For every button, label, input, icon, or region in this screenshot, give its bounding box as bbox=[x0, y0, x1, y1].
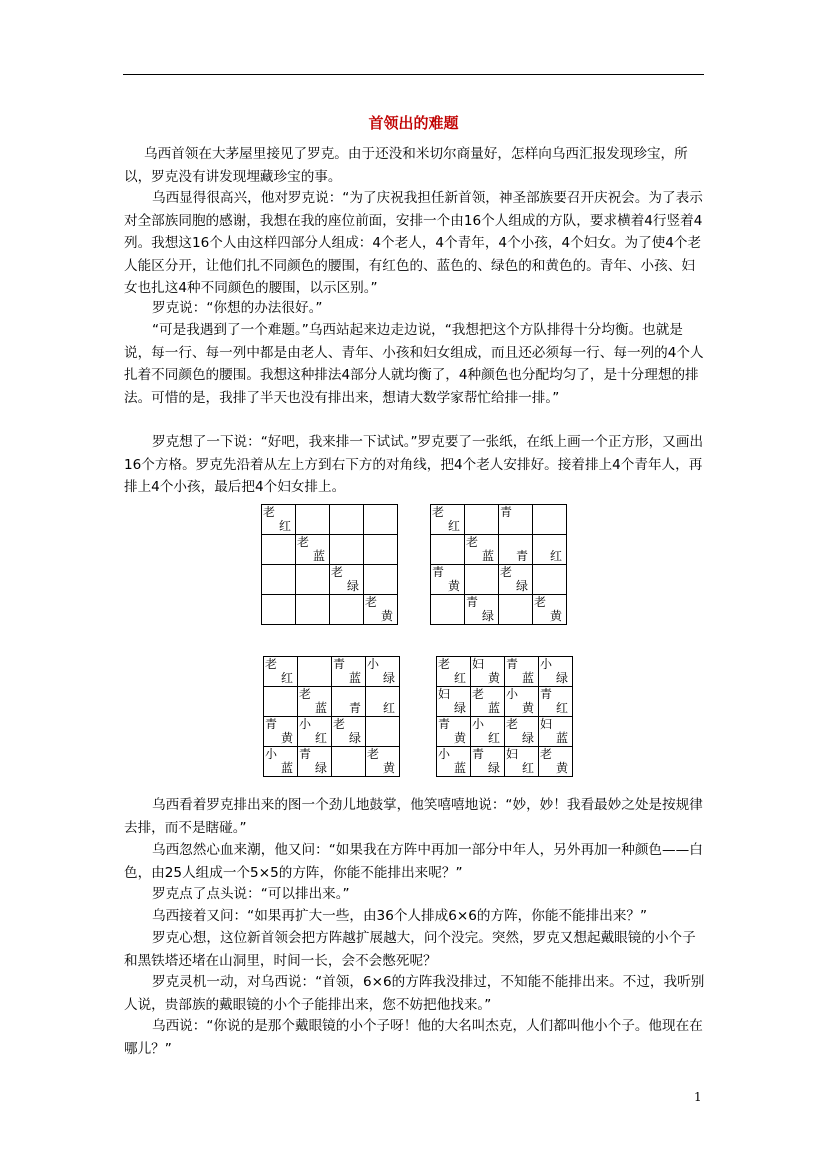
cell-color: 黄 bbox=[382, 761, 395, 775]
cell-color: 绿 bbox=[555, 671, 568, 685]
page-number: 1 bbox=[694, 1090, 702, 1104]
cell-color: 黄 bbox=[453, 731, 466, 745]
cell-color: 红 bbox=[447, 519, 460, 533]
cell-color: 黄 bbox=[487, 671, 500, 685]
grid-cell bbox=[504, 716, 539, 747]
paragraph-9: 乌西接着又问：“如果再扩大一些，由36个人排成6×6的方阵，你能不能排出来？” bbox=[152, 908, 648, 924]
header-rule bbox=[123, 74, 704, 75]
cell-color: 蓝 bbox=[453, 761, 466, 775]
cell-person: 老 bbox=[506, 717, 519, 731]
cell-color: 红 bbox=[487, 731, 500, 745]
grid-cell bbox=[329, 564, 364, 595]
paragraph-6: 乌西看着罗克排出来的图一个劲儿地鼓掌，他笑嘻嘻地说：“妙，妙！我看最妙之处是按规律去排，而不是瞎碰。” bbox=[124, 797, 703, 836]
grid-cell bbox=[470, 746, 505, 777]
cell-color: 黄 bbox=[280, 731, 293, 745]
grid-cell bbox=[430, 564, 465, 595]
cell-person: 老 bbox=[263, 505, 276, 519]
paragraph-2: 乌西显得很高兴，他对罗克说：“为了庆祝我担任新首领，神圣部族要召开庆祝会。为了表示对全部族同胞的感谢，我想在我的座位前面，安排一个由16个人组成的方队，要求横着4行竖着4列。我想这16个人由这样四部分人组成：4个老人，4个青年，4个小孩，4个妇女。为了使4个老人能区分开，让他们扎不同颜色的腰围，有红色的、蓝色的、绿色的和黄色的。青年、小孩、妇女也扎这4种不同颜色的腰围，以示区别。” bbox=[124, 190, 703, 296]
cell-color: 绿 bbox=[382, 671, 395, 685]
cell-person: 妇 bbox=[438, 687, 451, 701]
cell-person: 老 bbox=[333, 717, 346, 731]
cell-person: 老 bbox=[297, 535, 310, 549]
grid-3-children bbox=[263, 656, 400, 777]
grid-cell bbox=[295, 504, 330, 535]
cell-color: 蓝 bbox=[487, 701, 500, 715]
grid-cell bbox=[363, 504, 398, 535]
grid-cell bbox=[365, 716, 400, 747]
grid-cell bbox=[430, 534, 465, 565]
cell-color: 黄 bbox=[549, 609, 562, 623]
grid-2-youth bbox=[430, 504, 567, 625]
grid-cell bbox=[498, 534, 533, 565]
grid-cell bbox=[470, 716, 505, 747]
grid-cell bbox=[297, 746, 332, 777]
paragraph-5: 罗克想了一下说：“好吧，我来排一下试试。”罗克要了一张纸，在纸上画一个正方形，又画出16个方格。罗克先沿着从左上方到右下方的对角线，把4个老人安排好。接着排上4个青年人，再排上4个小孩，最后把4个妇女排上。 bbox=[124, 434, 704, 495]
grid-cell bbox=[331, 716, 366, 747]
grid-cell bbox=[532, 534, 567, 565]
grid-cell bbox=[538, 746, 573, 777]
grid-cell bbox=[365, 686, 400, 717]
cell-color: 蓝 bbox=[521, 671, 534, 685]
cell-person: 老 bbox=[540, 747, 553, 761]
cell-color: 蓝 bbox=[312, 549, 325, 563]
grid-cell bbox=[263, 716, 298, 747]
cell-color: 红 bbox=[280, 671, 293, 685]
grid-cell bbox=[430, 504, 465, 535]
cell-person: 小 bbox=[367, 657, 380, 671]
grid-cell bbox=[263, 746, 298, 777]
grid-cell bbox=[464, 504, 499, 535]
grid-cell bbox=[263, 686, 298, 717]
cell-person: 老 bbox=[265, 657, 278, 671]
grid-cell bbox=[498, 594, 533, 625]
cell-person: 青 bbox=[265, 717, 278, 731]
grid-cell bbox=[363, 534, 398, 565]
grid-cell bbox=[331, 746, 366, 777]
cell-color: 青 bbox=[515, 549, 528, 563]
grid-cell bbox=[532, 594, 567, 625]
cell-color: 蓝 bbox=[348, 671, 361, 685]
cell-color: 红 bbox=[382, 701, 395, 715]
cell-person: 妇 bbox=[506, 747, 519, 761]
cell-color: 蓝 bbox=[555, 731, 568, 745]
grid-cell bbox=[261, 594, 296, 625]
cell-person: 老 bbox=[331, 565, 344, 579]
cell-color: 红 bbox=[314, 731, 327, 745]
paragraph-12: 乌西说：“你说的是那个戴眼镜的小个子呀！他的大名叫杰克，人们都叫他小个子。他现在在哪儿？” bbox=[124, 1018, 703, 1057]
paragraph-8: 罗克点了点头说：“可以排出来。” bbox=[152, 886, 350, 902]
cell-person: 青 bbox=[500, 505, 513, 519]
cell-color: 红 bbox=[278, 519, 291, 533]
cell-person: 老 bbox=[438, 657, 451, 671]
cell-person: 青 bbox=[540, 687, 553, 701]
grid-cell bbox=[261, 534, 296, 565]
grid-cell bbox=[470, 686, 505, 717]
grid-cell bbox=[297, 656, 332, 687]
grid-cell bbox=[498, 504, 533, 535]
grid-cell bbox=[470, 656, 505, 687]
grid-cell bbox=[295, 534, 330, 565]
grid-cell bbox=[297, 686, 332, 717]
paragraph-11: 罗克灵机一动，对乌西说：“首领，6×6的方阵我没排过，不知能不能排出来。不过，我听别人说，贵部族的戴眼镜的小个子能排出来，您不妨把他找来。” bbox=[124, 974, 705, 1013]
grid-cell bbox=[363, 564, 398, 595]
grid-cell bbox=[365, 746, 400, 777]
grid-cell bbox=[538, 656, 573, 687]
grid-cell bbox=[498, 564, 533, 595]
grid-cell bbox=[295, 594, 330, 625]
grid-cell bbox=[538, 716, 573, 747]
cell-color: 绿 bbox=[481, 609, 494, 623]
cell-person: 青 bbox=[472, 747, 485, 761]
cell-color: 绿 bbox=[346, 579, 359, 593]
cell-color: 绿 bbox=[453, 701, 466, 715]
cell-color: 蓝 bbox=[314, 701, 327, 715]
cell-person: 妇 bbox=[472, 657, 485, 671]
grid-cell bbox=[464, 594, 499, 625]
cell-person: 老 bbox=[365, 595, 378, 609]
cell-person: 老 bbox=[367, 747, 380, 761]
cell-person: 老 bbox=[466, 535, 479, 549]
cell-person: 老 bbox=[299, 687, 312, 701]
cell-color: 绿 bbox=[314, 761, 327, 775]
cell-color: 蓝 bbox=[280, 761, 293, 775]
cell-person: 青 bbox=[333, 657, 346, 671]
cell-color: 红 bbox=[549, 549, 562, 563]
cell-color: 青 bbox=[348, 701, 361, 715]
grid-cell bbox=[329, 504, 364, 535]
grid-cell bbox=[464, 534, 499, 565]
cell-person: 老 bbox=[472, 687, 485, 701]
cell-color: 红 bbox=[555, 701, 568, 715]
paragraph-10: 罗克心想，这位新首领会把方阵越扩展越大，问个没完。突然，罗克又想起戴眼镜的小个子和黑铁塔还堵在山洞里，时间一长，会不会憋死呢？ bbox=[124, 930, 696, 969]
cell-color: 黄 bbox=[380, 609, 393, 623]
cell-person: 青 bbox=[299, 747, 312, 761]
page-title: 首领出的难题 bbox=[368, 114, 459, 132]
cell-person: 小 bbox=[265, 747, 278, 761]
paragraph-4: “可是我遇到了一个难题。”乌西站起来边走边说，“我想把这个方队排得十分均衡。也就是说，每一行、每一列中都是由老人、青年、小孩和妇女组成，而且还必须每一行、每一列的4个人扎着不同颜色的腰围。我想这种排法4部分人就均衡了，4种颜色也分配均匀了，是十分理想的排法。可惜的是，我排了半天也没有排出来，想请大数学家帮忙给排一排。” bbox=[124, 322, 704, 406]
cell-color: 蓝 bbox=[481, 549, 494, 563]
cell-color: 绿 bbox=[487, 761, 500, 775]
grid-cell bbox=[295, 564, 330, 595]
cell-person: 青 bbox=[432, 565, 445, 579]
grid-cell bbox=[504, 656, 539, 687]
cell-color: 黄 bbox=[447, 579, 460, 593]
grid-cell bbox=[532, 564, 567, 595]
grid-cell bbox=[363, 594, 398, 625]
grid-cell bbox=[538, 686, 573, 717]
cell-color: 黄 bbox=[555, 761, 568, 775]
grid-cell bbox=[464, 564, 499, 595]
grid-4-complete bbox=[436, 656, 573, 777]
grid-cell bbox=[331, 656, 366, 687]
cell-person: 青 bbox=[438, 717, 451, 731]
grid-cell bbox=[263, 656, 298, 687]
cell-color: 黄 bbox=[521, 701, 534, 715]
cell-person: 小 bbox=[438, 747, 451, 761]
grid-cell bbox=[504, 686, 539, 717]
cell-color: 绿 bbox=[521, 731, 534, 745]
cell-person: 老 bbox=[500, 565, 513, 579]
cell-person: 老 bbox=[432, 505, 445, 519]
cell-person: 老 bbox=[534, 595, 547, 609]
cell-person: 青 bbox=[506, 657, 519, 671]
grid-cell bbox=[329, 534, 364, 565]
grid-cell bbox=[261, 564, 296, 595]
cell-person: 小 bbox=[506, 687, 519, 701]
grid-cell bbox=[331, 686, 366, 717]
cell-color: 绿 bbox=[515, 579, 528, 593]
grid-cell bbox=[365, 656, 400, 687]
grid-cell bbox=[329, 594, 364, 625]
grid-cell bbox=[504, 746, 539, 777]
cell-person: 青 bbox=[466, 595, 479, 609]
cell-color: 绿 bbox=[348, 731, 361, 745]
grid-cell bbox=[430, 594, 465, 625]
cell-person: 小 bbox=[472, 717, 485, 731]
grid-cell bbox=[436, 656, 471, 687]
cell-person: 小 bbox=[540, 657, 553, 671]
cell-color: 红 bbox=[453, 671, 466, 685]
grid-cell bbox=[297, 716, 332, 747]
paragraph-7: 乌西忽然心血来潮，他又问：“如果我在方阵中再加一部分中年人，另外再加一种颜色——白色，由25人组成一个5×5的方阵，你能不能排出来呢？” bbox=[124, 842, 703, 881]
grid-1-elders bbox=[261, 504, 398, 625]
grid-cell bbox=[436, 716, 471, 747]
cell-person: 小 bbox=[299, 717, 312, 731]
grid-cell bbox=[436, 746, 471, 777]
grid-cell bbox=[261, 504, 296, 535]
cell-person: 妇 bbox=[540, 717, 553, 731]
grid-cell bbox=[436, 686, 471, 717]
paragraph-3: 罗克说：“你想的办法很好。” bbox=[152, 300, 323, 316]
paragraph-1: 乌西首领在大茅屋里接见了罗克。由于还没和米切尔商量好，怎样向乌西汇报发现珍宝，所以，罗克没有讲发现埋藏珍宝的事。 bbox=[124, 146, 688, 185]
grid-cell bbox=[532, 504, 567, 535]
cell-color: 红 bbox=[521, 761, 534, 775]
